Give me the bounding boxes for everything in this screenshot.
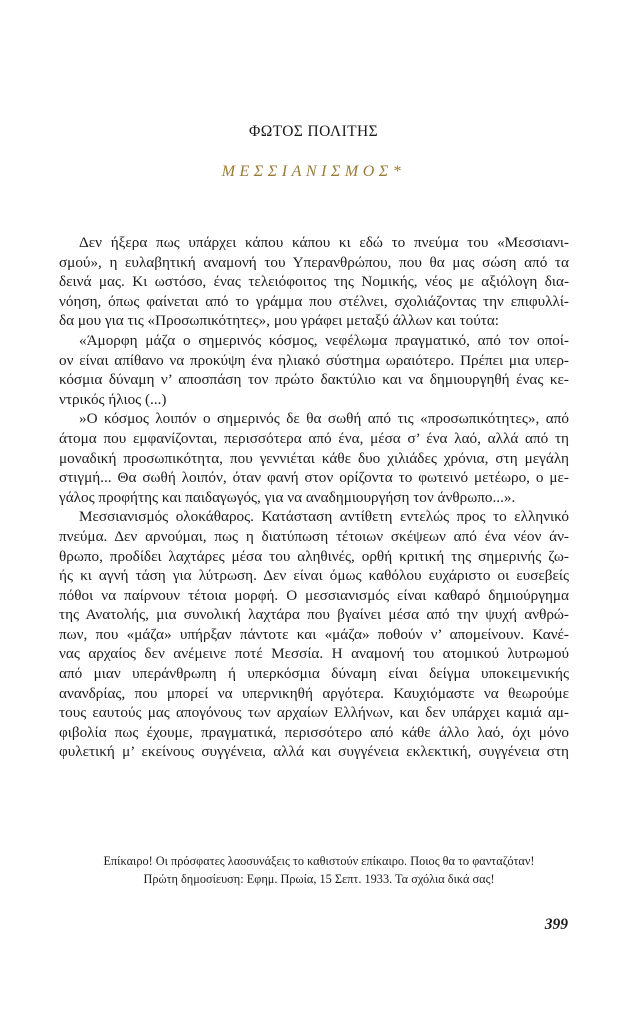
text-line: γάλος προφήτης και παιδαγωγός, για να αναδημιουργήση τον άνθρωπο...». (59, 488, 516, 506)
text-line: από μιαν υπεράνθρωπη ή υπερκόσμια δύναμη είναι δείγμα υποκειμενικής (59, 665, 569, 683)
text-line: θρωπο, προδίδει λαχτάρες μέσα του αληθινές, ορθή κριτική της σημερινής ζω- (59, 547, 569, 565)
text-line: δα μου για τις «Προσωπικότητες», μου γράφει μεταξύ άλλων και τούτα: (59, 312, 500, 330)
text-line: σμού», η ευλαβητική αναμονή του Υπερανθρώπου, που θα μας σώση από τα (59, 253, 569, 271)
text-line: πων, που «μάζα» υπήρξαν πάντοτε και «μάζα» ποθούν ν’ απομείνουν. Κανέ- (59, 625, 569, 643)
text-line: νόηση, όπως φαίνεται από το γράμμα που στέλνει, σχολιάζοντας την επιφυλλί- (59, 292, 569, 310)
text-line: κόσμια δύναμη ν’ αποσπάση τον πρώτο δακτύλιο και να δημιουργηθή ένας κε- (59, 371, 569, 389)
text-line: ντρικός ήλιος (...) (59, 390, 167, 408)
text-line: Μεσσιανισμός ολοκάθαρος. Κατάσταση αντίθετη εντελώς προς το ελληνικό (79, 508, 569, 526)
text-line: ον είναι απίθανο να προκύψη ένα ηλιακό σύστημα ωραιότερο. Πρέπει μια υπερ- (59, 351, 569, 369)
text-line: δεινά μας. Κι ωστόσο, ένας τελειόφοιτος της Νομικής, νέος με αξιόλογη δια- (59, 273, 569, 291)
text-line: πόθοι να παίρνουν τέτοια μορφή. Ο μεσσιανισμός είναι καθαρό δημιούργημα (59, 586, 569, 604)
footnote-line: Επίκαιρο! Οι πρόσφατες λαοσυνάξεις το καθιστούν επίκαιρο. Ποιος θα το φανταζόταν! (103, 854, 535, 868)
text-line: «Άμορφη μάζα ο σημερινός κόσμος, νεφέλωμα πραγματικό, από τον οποί- (79, 331, 569, 349)
text-line: ανανδρίας, που μπορεί να υπερνικηθή αργότερα. Καυχιόμαστε να θεωρούμε (59, 684, 569, 702)
footnote-line: Πρώτη δημοσίευση: Εφημ. Πρωία, 15 Σεπτ. 1933. Τα σχόλια δικά σας! (143, 872, 495, 886)
text-line: ής κι αγνή τάση για λύτρωση. Δεν είναι όμως καθόλου ευχάριστο οι ευσεβείς (59, 567, 569, 585)
text-line: μοναδική προσωπικότητα, που γεννιέται κάθε δυο χιλιάδες χρόνια, στη μεγάλη (59, 449, 569, 467)
text-line: της Ανατολής, μια συνολική λαχτάρα που βγαίνει μέσα από την ψυχή ανθρώ- (59, 606, 569, 624)
author-name: ΦΩΤΟΣ ΠΟΛΙΤΗΣ (248, 123, 379, 140)
text-line: άτομα που εμφανίζονται, περισσότερα από ένα, μέσα σ’ ένα λαό, αλλά από τη (59, 429, 569, 447)
footnotes (59, 852, 579, 888)
text-line: τους εαυτούς μας απογόνους των αρχαίων Ελλήνων, και δεν υπάρχει καμιά αμ- (59, 704, 569, 722)
text-line: φιβολία πως έχουμε, πραγματικά, περισσότερο από κάθε άλλο λαό, όχι μόνο (59, 723, 569, 741)
text-line: νας αρχαίος δεν ανέμεινε ποτέ Μεσσία. Η αναμονή του ατομικού λυτρωμού (59, 645, 569, 663)
text-line: στιγμή... Θα σωθή λοιπόν, όταν φανή στον ορίζοντα το φωτεινό μετέωρο, ο με- (59, 469, 569, 487)
text-line: φυλετική μ’ εκείνους συγγένεια, αλλά και συγγένεια εκλεκτική, συγγένεια στη (59, 743, 569, 761)
text-line: Δεν ήξερα πως υπάρχει κάπου κάπου κι εδώ το πνεύμα του «Μεσσιανι- (79, 234, 569, 251)
essay-title: ΜΕΣΣΙΑΝΙΣΜΟΣ* (221, 163, 406, 180)
body-text (59, 233, 569, 762)
text-line: πνεύμα. Δεν αρνούμαι, πως η διατύπωση τέτοιων σκέψεων από ένα νέον άν- (59, 527, 569, 545)
text-line: »Ο κόσμος λοιπόν ο σημερινός δε θα σωθή από τις «προσωπικότητες», από (79, 410, 569, 428)
page-number: 399 (544, 916, 568, 933)
